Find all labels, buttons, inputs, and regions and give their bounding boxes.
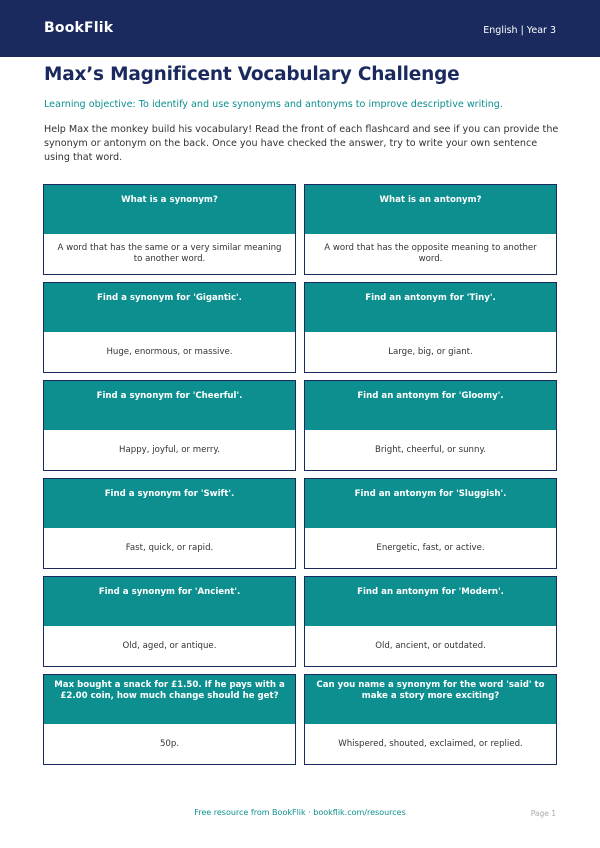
flashcard-grid xyxy=(43,184,557,765)
flashcard[interactable] xyxy=(43,674,296,765)
flashcard[interactable] xyxy=(43,184,296,275)
subject-label: English | Year 3 xyxy=(483,25,556,36)
flashcard-front: Find a synonym for 'Swift'. xyxy=(44,479,295,528)
flashcard[interactable] xyxy=(43,576,296,667)
flashcard-back: 50p. xyxy=(159,738,180,749)
learning-objective: Learning objective: To identify and use synonyms and antonyms to improve descriptive writing. xyxy=(44,99,503,110)
page-number: Page 1 xyxy=(530,809,556,818)
flashcard-front: Find an antonym for 'Gloomy'. xyxy=(305,381,556,430)
flashcard[interactable] xyxy=(304,282,557,373)
flashcard-back: Old, aged, or antique. xyxy=(122,640,217,651)
flashcard-back: Happy, joyful, or merry. xyxy=(119,444,220,455)
flashcard[interactable] xyxy=(304,478,557,569)
footer-link[interactable]: Free resource from BookFlik · bookflik.com/resources xyxy=(194,808,406,817)
page-header xyxy=(0,0,600,57)
flashcard-back: A word that has the same or a very similar meaning to another word. xyxy=(57,243,282,264)
page-title: Max’s Magnificent Vocabulary Challenge xyxy=(44,64,460,85)
flashcard[interactable] xyxy=(304,674,557,765)
flashcard[interactable] xyxy=(304,380,557,471)
brand-logo[interactable]: BookFlik xyxy=(44,20,114,36)
flashcard-front: Find an antonym for 'Modern'. xyxy=(305,577,556,626)
flashcard-back: Huge, enormous, or massive. xyxy=(106,346,233,357)
intro-text: Help Max the monkey build his vocabulary! Read the front of each flashcard and see if you can provide the synonym or antonym on the back. Once you have checked the answer, try to write your own sentence using that word. xyxy=(44,124,559,163)
flashcard-back: Old, ancient, or outdated. xyxy=(375,640,486,651)
flashcard[interactable] xyxy=(304,184,557,275)
flashcard-front: Max bought a snack for £1.50. If he pays with a £2.00 coin, how much change should he get? xyxy=(44,675,295,724)
flashcard-front: What is an antonym? xyxy=(305,185,556,234)
flashcard[interactable] xyxy=(43,478,296,569)
flashcard-front: Find an antonym for 'Tiny'. xyxy=(305,283,556,332)
flashcard-back: Whispered, shouted, exclaimed, or replied. xyxy=(338,738,523,749)
flashcard-front: What is a synonym? xyxy=(44,185,295,234)
flashcard[interactable] xyxy=(43,380,296,471)
flashcard-front: Find a synonym for 'Gigantic'. xyxy=(44,283,295,332)
flashcard-back: Large, big, or giant. xyxy=(388,346,473,357)
flashcard[interactable] xyxy=(304,576,557,667)
flashcard[interactable] xyxy=(43,282,296,373)
flashcard-front: Find an antonym for 'Sluggish'. xyxy=(305,479,556,528)
flashcard-front: Find a synonym for 'Ancient'. xyxy=(44,577,295,626)
flashcard-back: Energetic, fast, or active. xyxy=(376,542,485,553)
flashcard-front: Find a synonym for 'Cheerful'. xyxy=(44,381,295,430)
flashcard-front: Can you name a synonym for the word 'said' to make a story more exciting? xyxy=(305,675,556,724)
flashcard-back: Bright, cheerful, or sunny. xyxy=(374,444,487,455)
flashcard-back: A word that has the opposite meaning to another word. xyxy=(324,243,537,264)
flashcard-back: Fast, quick, or rapid. xyxy=(125,542,214,553)
